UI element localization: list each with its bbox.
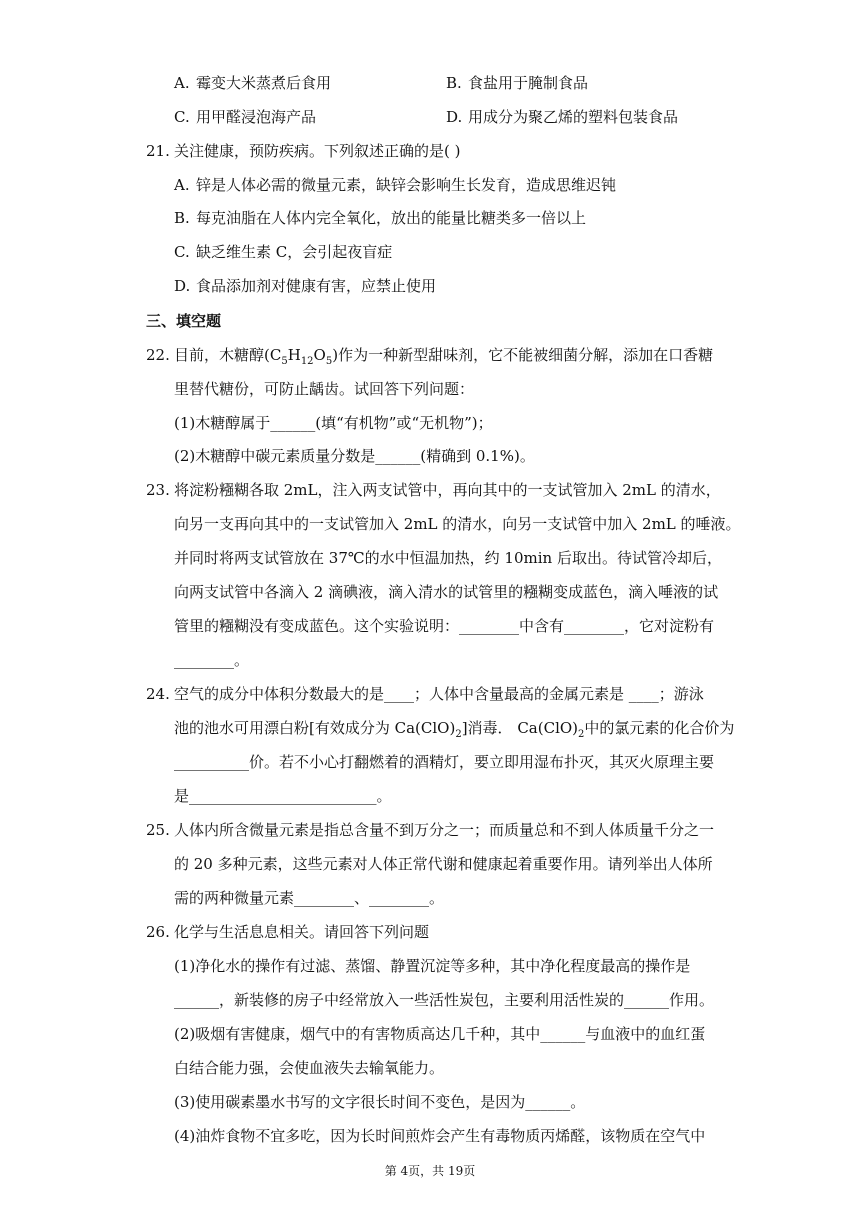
text-fragment: 目前，木糖醇(C [174,346,282,364]
text-fragment: 中的氯元素的化合价为 [584,719,735,737]
question-text-line: 管里的糨糊没有变成蓝色。这个实验说明：________中含有________，它对淀粉有 [174,617,715,635]
option-text: 缺乏维生素 C，会引起夜盲症 [196,243,393,261]
section-heading: 三、填空题 [146,312,222,330]
option-text: 霉变大米蒸煮后食用 [196,74,332,92]
q20-option-d [446,107,678,127]
question-number: 26. [146,923,170,941]
option-label: A. [174,176,190,194]
question-text-line: (2)木糖醇中碳元素质量分数是______(精确到 0.1%)。 [174,447,535,465]
question-text-line: 是_________________________。 [174,787,392,805]
question-number: 24. [146,685,170,703]
question-stem: 关注健康，预防疾病。下列叙述正确的是( ) [174,142,461,160]
subscript: 2 [455,729,462,740]
subscript: 5 [281,356,288,367]
text-fragment: 池的池水可用漂白粉[有效成分为 Ca(ClO) [174,719,456,737]
option-label: A. [174,74,190,92]
option-text: 用成分为聚乙烯的塑料包装食品 [468,108,679,126]
question-text-line: 的 20 多种元素，这些元素对人体正常代谢和健康起着重要作用。请列举出人体所 [174,855,713,873]
question-text-line [174,718,734,745]
question-text-line: ________。 [174,651,250,669]
option-text: 食品添加剂对健康有害，应禁止使用 [196,277,437,295]
question-text-line: __________价。若不小心打翻燃着的酒精灯，要立即用湿布扑灭，其灭火原理主要 [174,753,715,771]
question-text-line: ______，新装修的房子中经常放入一些活性炭包，主要利用活性炭的______作用。 [174,991,715,1009]
option-label: D. [174,277,191,295]
question-text-line: 需的两种微量元素________、________。 [174,889,445,907]
option-label: C. [174,243,190,261]
question-text-line: 空气的成分中体积分数最大的是____；人体中含量最高的金属元素是 ____；游泳 [174,685,704,703]
question-text-line: 人体内所含微量元素是指总含量不到万分之一；而质量总和不到人体质量千分之一 [174,821,715,839]
option-text: 锌是人体必需的微量元素，缺锌会影响生长发育，造成思维迟钝 [196,176,617,194]
q21-option-a [174,175,616,195]
question-number: 21. [146,142,170,160]
q20-option-b [446,73,588,93]
question-text-line: 白结合能力强，会使血液失去输氧能力。 [174,1059,445,1077]
text-fragment: ]消毒． Ca(ClO) [461,719,579,737]
question-text-line: 里替代糖份，可防止龋齿。试回答下列问题： [174,380,475,398]
q20-option-a [174,73,331,93]
question-text-line: 向两支试管中各滴入 2 滴碘液，滴入清水的试管里的糨糊变成蓝色，滴入唾液的试 [174,583,719,601]
q20-option-c [174,107,316,127]
question-text-line: (2)吸烟有害健康，烟气中的有害物质高达几千种，其中______与血液中的血红蛋 [174,1025,706,1043]
question-text-line: (3)使用碳素墨水书写的文字很长时间不变色，是因为______。 [174,1093,586,1111]
text-fragment: )作为一种新型甜味剂，它不能被细菌分解，添加在口香糖 [332,346,714,364]
option-label: B. [174,209,190,227]
subscript: 2 [578,729,585,740]
subscript: 12 [300,356,314,367]
question-text-line: 向另一支再向其中的一支试管加入 2mL 的清水，向另一支试管中加入 2mL 的唾液。 [174,515,741,533]
option-label: C. [174,108,190,126]
q21-option-b [174,208,586,228]
option-text: 食盐用于腌制食品 [468,74,589,92]
option-text: 每克油脂在人体内完全氧化，放出的能量比糖类多一倍以上 [196,209,587,227]
subscript: 5 [325,356,333,367]
option-label: B. [446,74,462,92]
question-number: 25. [146,821,170,839]
question-text-line [174,345,713,372]
question-text-line: (1)木糖醇属于______(填“有机物”或“无机物”)； [174,414,493,432]
question-text-line: 化学与生活息息相关。请回答下列问题 [174,923,430,941]
option-label: D. [446,108,463,126]
page-footer: 第 4页，共 19页 [384,1164,476,1178]
question-text-line: 并同时将两支试管放在 37℃的水中恒温加热，约 10min 后取出。待试管冷却后， [174,549,722,567]
question-text-line: 将淀粉糨糊各取 2mL，注入两支试管中，再向其中的一支试管加入 2mL 的清水， [174,481,721,499]
text-fragment: H [287,346,301,364]
text-fragment: O [313,346,326,364]
question-number: 22. [146,346,170,364]
option-text: 用甲醛浸泡海产品 [196,108,317,126]
q21-option-d [174,276,436,296]
question-text-line: (4)油炸食物不宜多吃，因为长时间煎炸会产生有毒物质丙烯醛，该物质在空气中 [174,1127,706,1145]
q21-option-c [174,242,392,262]
question-number: 23. [146,481,170,499]
question-text-line: (1)净化水的操作有过滤、蒸馏、静置沉淀等多种，其中净化程度最高的操作是 [174,957,691,975]
